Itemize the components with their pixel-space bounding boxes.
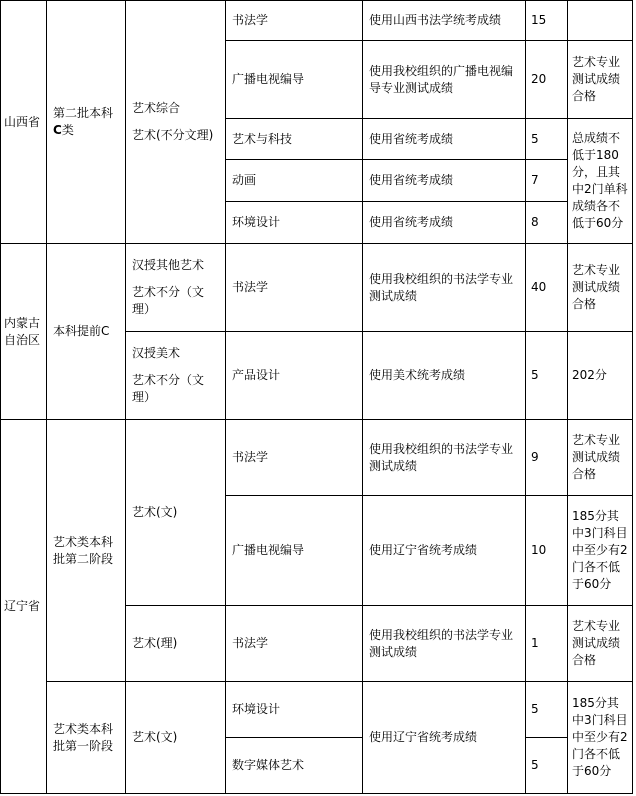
- basis-cell: 使用辽宁省统考成绩: [363, 682, 526, 794]
- major-cell: 艺术与科技: [226, 119, 363, 160]
- basis-cell: 使用省统考成绩: [363, 202, 526, 244]
- major-cell: 书法学: [226, 244, 363, 332]
- batch-cell: [47, 1, 126, 244]
- major-cell: 广播电视编导: [226, 41, 363, 119]
- province-cell: 辽宁省: [1, 420, 47, 794]
- requirement-cell: 艺术专业测试成绩合格: [568, 606, 633, 682]
- quota-cell: 5: [526, 738, 568, 794]
- table-row: [1, 1, 633, 41]
- category-cell: [126, 244, 226, 332]
- category-cell: 艺术(文): [126, 682, 226, 794]
- basis-cell: 使用山西书法学统考成绩: [363, 1, 526, 41]
- category-line: 汉授美术: [132, 346, 181, 360]
- category-line: 艺术综合: [132, 101, 181, 115]
- quota-cell: 15: [526, 1, 568, 41]
- major-cell: 书法学: [226, 1, 363, 41]
- batch-text: 第二批本科: [53, 106, 114, 120]
- requirement-cell: [568, 1, 633, 41]
- quota-cell: 5: [526, 332, 568, 420]
- batch-cell: 本科提前C: [47, 244, 126, 420]
- quota-cell: 5: [526, 682, 568, 738]
- major-cell: 数字媒体艺术: [226, 738, 363, 794]
- table-row: [1, 682, 633, 738]
- major-cell: 产品设计: [226, 332, 363, 420]
- province-cell: 山西省: [1, 1, 47, 244]
- requirement-cell: 202分: [568, 332, 633, 420]
- requirement-cell: 艺术专业测试成绩合格: [568, 244, 633, 332]
- basis-cell: 使用我校组织的广播电视编导专业测试成绩: [363, 41, 526, 119]
- basis-cell: 使用省统考成绩: [363, 160, 526, 202]
- basis-cell: 使用省统考成绩: [363, 119, 526, 160]
- requirement-cell: 艺术专业测试成绩合格: [568, 41, 633, 119]
- requirement-cell: 185分其中3门科目中至少有2门各不低于60分: [568, 682, 633, 794]
- major-cell: 广播电视编导: [226, 496, 363, 606]
- table-row: [1, 244, 633, 332]
- category-line: 艺术不分（文理）: [132, 373, 205, 404]
- requirement-cell: 艺术专业测试成绩合格: [568, 420, 633, 496]
- major-cell: 动画: [226, 160, 363, 202]
- quota-cell: 8: [526, 202, 568, 244]
- major-cell: 环境设计: [226, 202, 363, 244]
- batch-cell: 艺术类本科批第二阶段: [47, 420, 126, 682]
- requirement-cell: 185分其中3门科目中至少有2门各不低于60分: [568, 496, 633, 606]
- quota-cell: 20: [526, 41, 568, 119]
- quota-cell: 10: [526, 496, 568, 606]
- batch-cell: 艺术类本科批第一阶段: [47, 682, 126, 794]
- requirement-cell: 总成绩不低于180分，且其中2门单科成绩各不低于60分: [568, 119, 633, 244]
- category-cell: 艺术(理): [126, 606, 226, 682]
- basis-cell: 使用美术统考成绩: [363, 332, 526, 420]
- category-line: 艺术(不分文理): [132, 128, 214, 142]
- quota-cell: 7: [526, 160, 568, 202]
- quota-cell: 40: [526, 244, 568, 332]
- major-cell: 书法学: [226, 606, 363, 682]
- province-cell: 内蒙古自治区: [1, 244, 47, 420]
- category-line: 汉授其他艺术: [132, 258, 205, 272]
- category-cell: 艺术(文): [126, 420, 226, 606]
- major-cell: 书法学: [226, 420, 363, 496]
- batch-letter: C: [53, 123, 62, 137]
- basis-cell: 使用我校组织的书法学专业测试成绩: [363, 606, 526, 682]
- quota-cell: 5: [526, 119, 568, 160]
- category-cell: [126, 1, 226, 244]
- quota-cell: 1: [526, 606, 568, 682]
- basis-cell: 使用我校组织的书法学专业测试成绩: [363, 244, 526, 332]
- basis-cell: 使用我校组织的书法学专业测试成绩: [363, 420, 526, 496]
- batch-suffix: 类: [61, 123, 74, 137]
- table-row: [1, 420, 633, 496]
- category-cell: [126, 332, 226, 420]
- basis-cell: 使用辽宁省统考成绩: [363, 496, 526, 606]
- major-cell: 环境设计: [226, 682, 363, 738]
- quota-cell: 9: [526, 420, 568, 496]
- category-line: 艺术不分（文理）: [132, 285, 205, 316]
